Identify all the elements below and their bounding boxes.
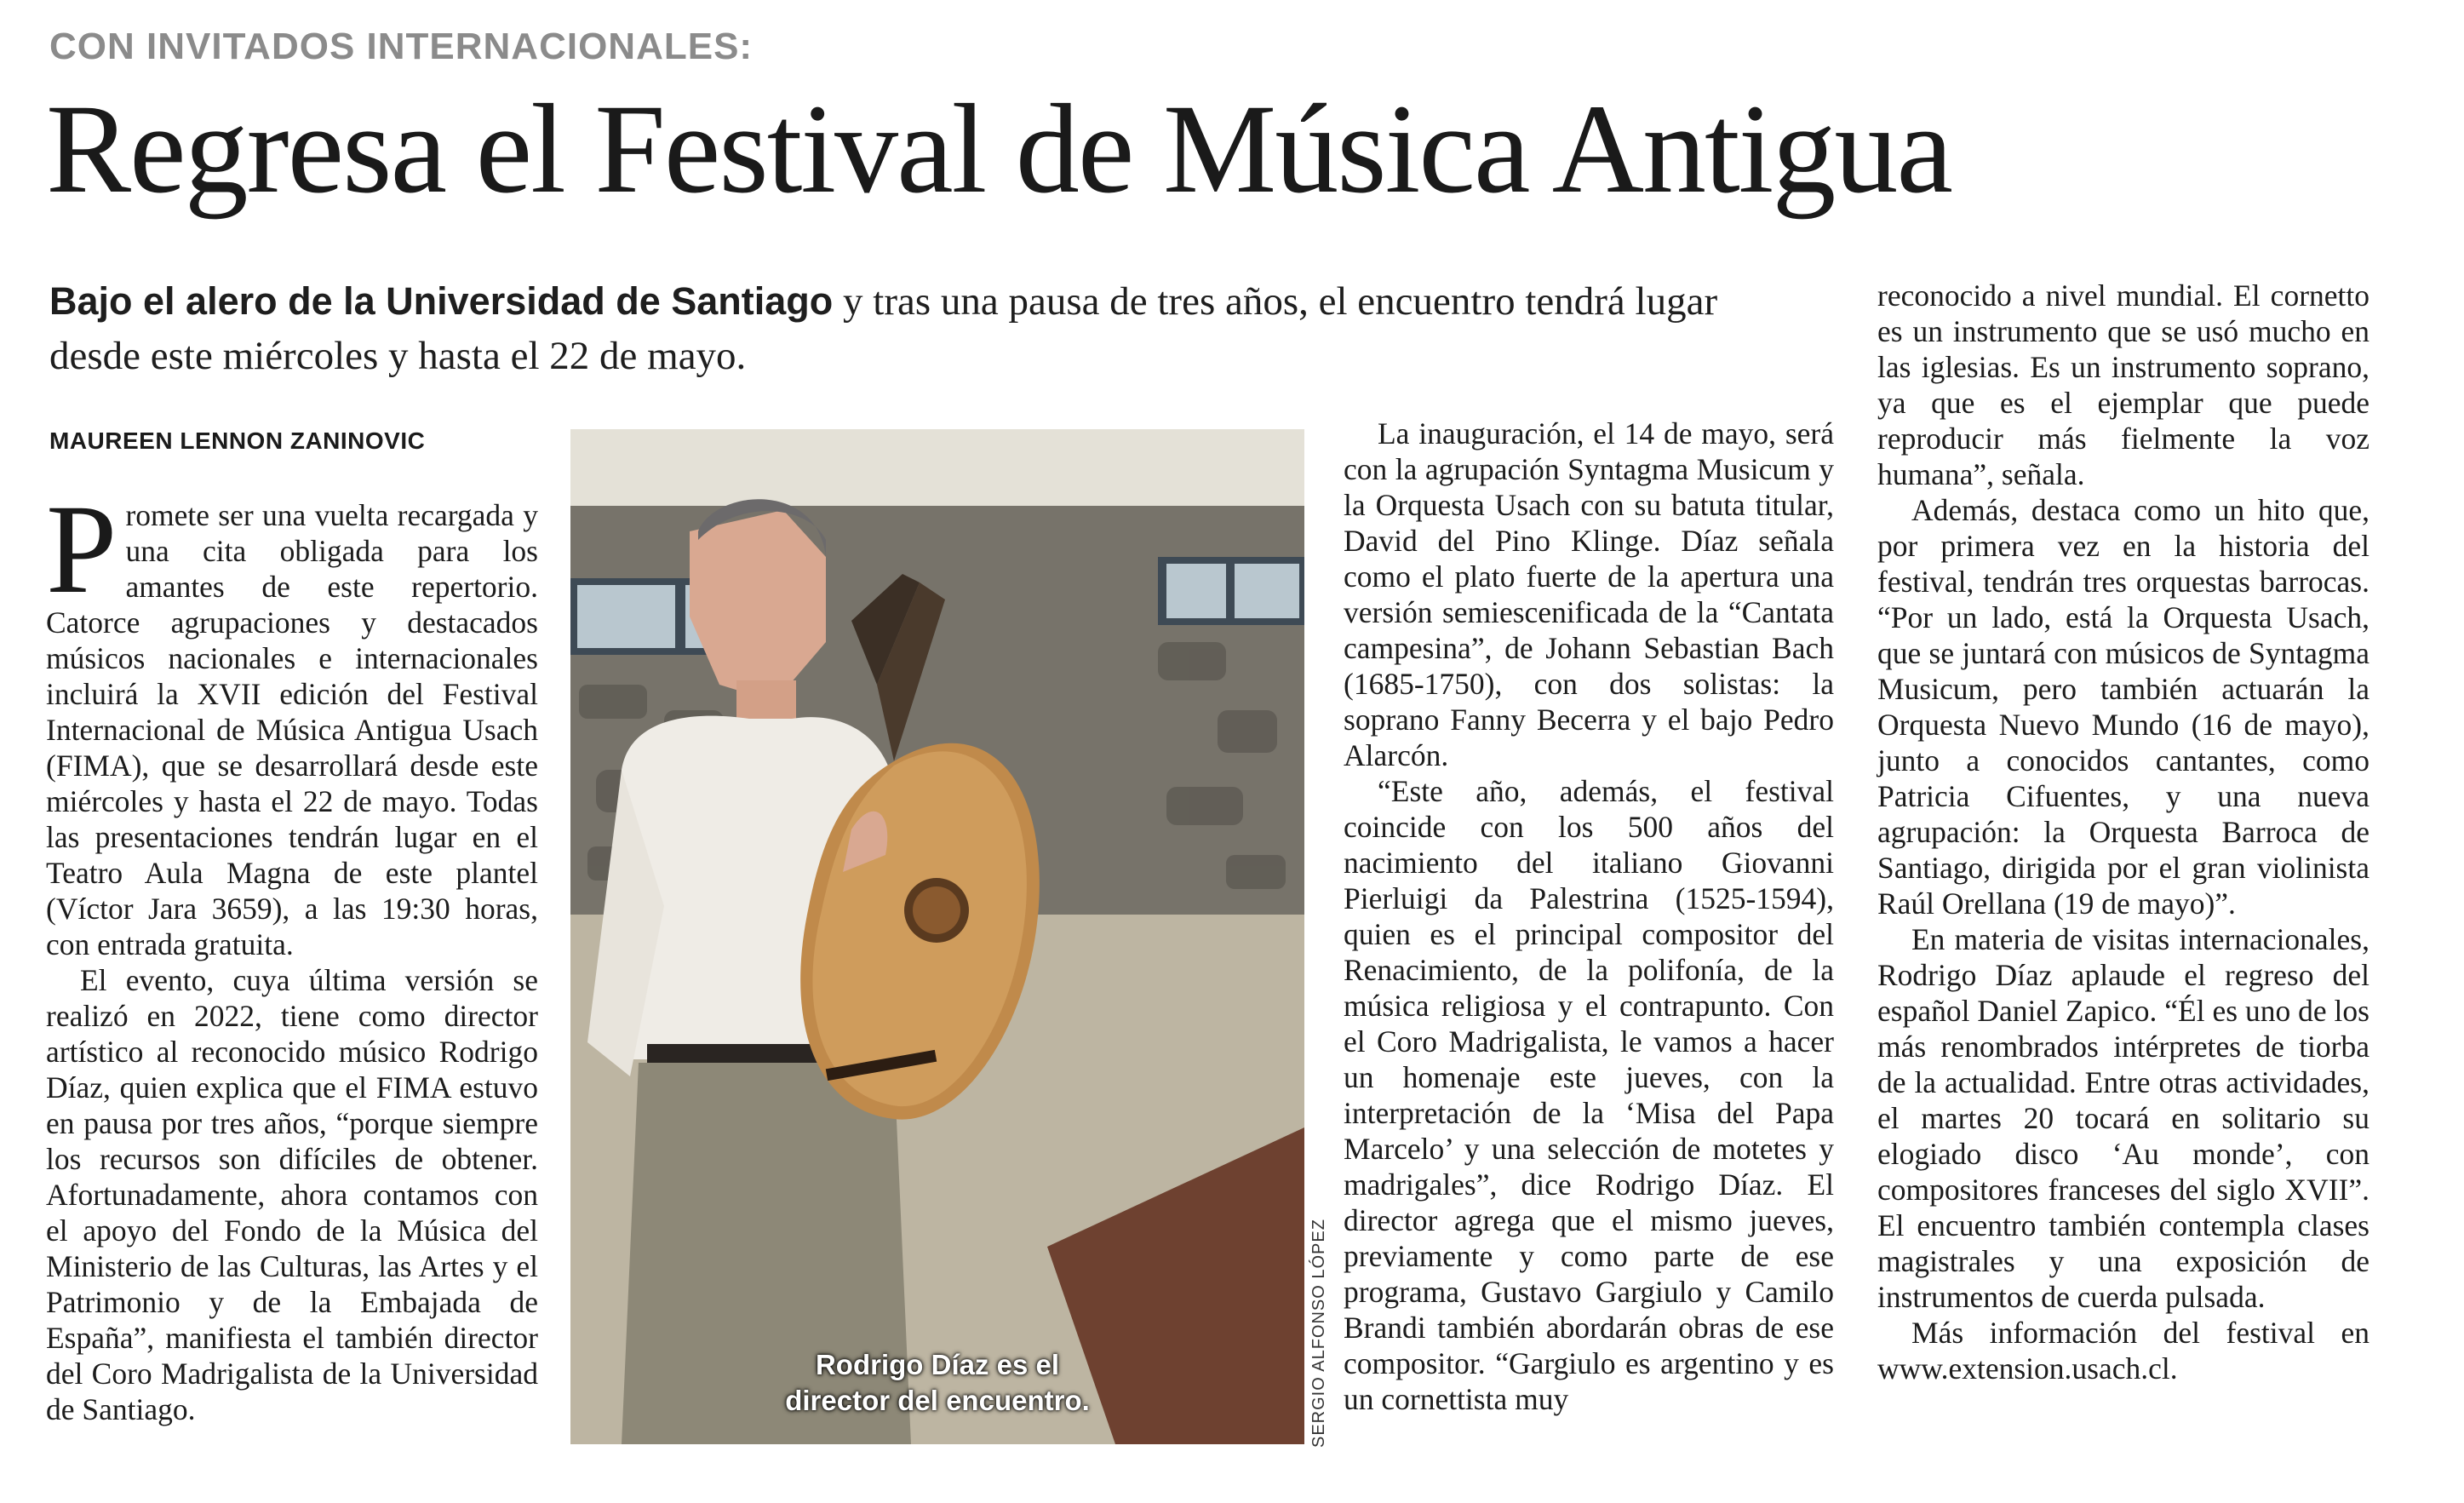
paragraph-4: “Este año, además, el festival coincide con los 500 años del nacimiento del italiano Giovanni Pierluigi da Palestrina (1525-1594), quien es el principal compositor del Renacimiento, de la polifonía, de la música religiosa y el contrapunto. Con el Coro Madrigalista, le vamos a hacer un homenaje este jueves, con la interpretación de la ‘Misa del Papa Marcelo’ y una selección de motetes y madrigales”, dice Rodrigo Díaz. El director agrega que el mismo jueves, previamente y como parte de ese programa, Gustavo Gargiulo y Camilo Brandi también abordarán obras de ese compositor. “Gargiulo es argentino y es un cornettista muy (1344, 774, 1834, 1416)
photo-illustration (570, 429, 1304, 1444)
paragraph-3: La inauguración, el 14 de mayo, será con la agrupación Syntagma Musicum y la Orquesta Usach con su batuta titular, David del Pino Klinge. Díaz señala como el plato fuerte de la apertura una versión semiescenificada de la “Cantata campesina”, de Johann Sebastian Bach (1685-1750), con dos solistas: la soprano Fanny Becerra y el bajo Pedro Alarcón. (1344, 416, 1834, 772)
paragraph-1-text: romete ser una vuelta recargada y una cita obligada para los amantes de este repertorio. Catorce agrupaciones y destacados músicos nacionales e internacionales incluirá la XVII edición del Festival Internacional de Música Antigua Usach (FIMA), que se desarrollará desde este miércoles y hasta el 22 de mayo. Todas las presentaciones tendrán lugar en el Teatro Aula Magna de este plantel (Víctor Jara 3659), a las 19:30 horas, con entrada gratuita. (46, 498, 538, 961)
deck-bold: Bajo el alero de la Universidad de Santiago (49, 279, 834, 323)
paragraph-2: El evento, cuya última versión se realizó en 2022, tiene como director artístico al reconocido músico Rodrigo Díaz, quien explica que el FIMA estuvo en pausa por tres años, “porque siempre los recursos son difíciles de obtener. Afortunadamente, ahora contamos con el apoyo del Fondo de la Música del Ministerio de las Culturas, las Artes y el Patrimonio y de la Embajada de España”, manifiesta el también director del Coro Madrigalista de la Universidad de Santiago. (46, 963, 538, 1426)
caption-line-1: Rodrigo Díaz es el (815, 1349, 1060, 1380)
paragraph-6: Además, destaca como un hito que, por primera vez en la historia del festival, tendrán tres orquestas barrocas. “Por un lado, está la Orquesta Usach, que se juntará con músicos de Syntagma Musicum, pero también actuarán la Orquesta Nuevo Mundo (16 de mayo), junto a conocidos cantantes, como Patricia Cifuentes, y una nueva agrupación: la Orquesta Barroca de Santiago, dirigida por el gran violinista Raúl Orellana (19 de mayo)”. (1877, 493, 2369, 921)
byline: MAUREEN LENNON ZANINOVIC (49, 427, 426, 454)
photo-credit: SERGIO ALFONSO LÓPEZ (1309, 1219, 1328, 1448)
paragraph-7: En materia de visitas internacionales, Rodrigo Díaz aplaude el regreso del español Daniel Zapico. “Él es uno de los más renombrados intérpretes de tiorba de la actualidad. Entre otras actividades, el martes 20 tocará en solitario su elogiado disco ‘Au monde’, con compositores franceses del siglo XVII”. El encuentro también contempla clases magistrales y una exposición de instrumentos de cuerda pulsada. (1877, 922, 2369, 1314)
deck (49, 274, 1812, 383)
column-4 (1877, 278, 2369, 1386)
paragraph-5: reconocido a nivel mundial. El cornetto es un instrumento que se usó mucho en las iglesias. Es un instrumento soprano, ya que es el ejemplar que puede reproducir más fielmente la voz humana”, señala. (1877, 278, 2369, 491)
paragraph-1 (46, 479, 538, 962)
headline: Regresa el Festival de Música Antigua (46, 78, 1951, 220)
deck-rest: y tras una pausa de tres años, el encuentro tendrá lugar desde este miércoles y hasta el 22 de mayo. (49, 279, 1718, 378)
paragraph-8: Más información del festival en www.extension.usach.cl. (1877, 1316, 2369, 1385)
caption-line-2: director del encuentro. (785, 1385, 1090, 1416)
photo-caption (570, 1347, 1304, 1419)
column-3 (1344, 416, 1834, 1417)
drop-cap: P (46, 479, 117, 620)
photo (570, 429, 1304, 1444)
kicker: CON INVITADOS INTERNACIONALES: (49, 26, 754, 67)
column-1 (46, 479, 538, 1427)
